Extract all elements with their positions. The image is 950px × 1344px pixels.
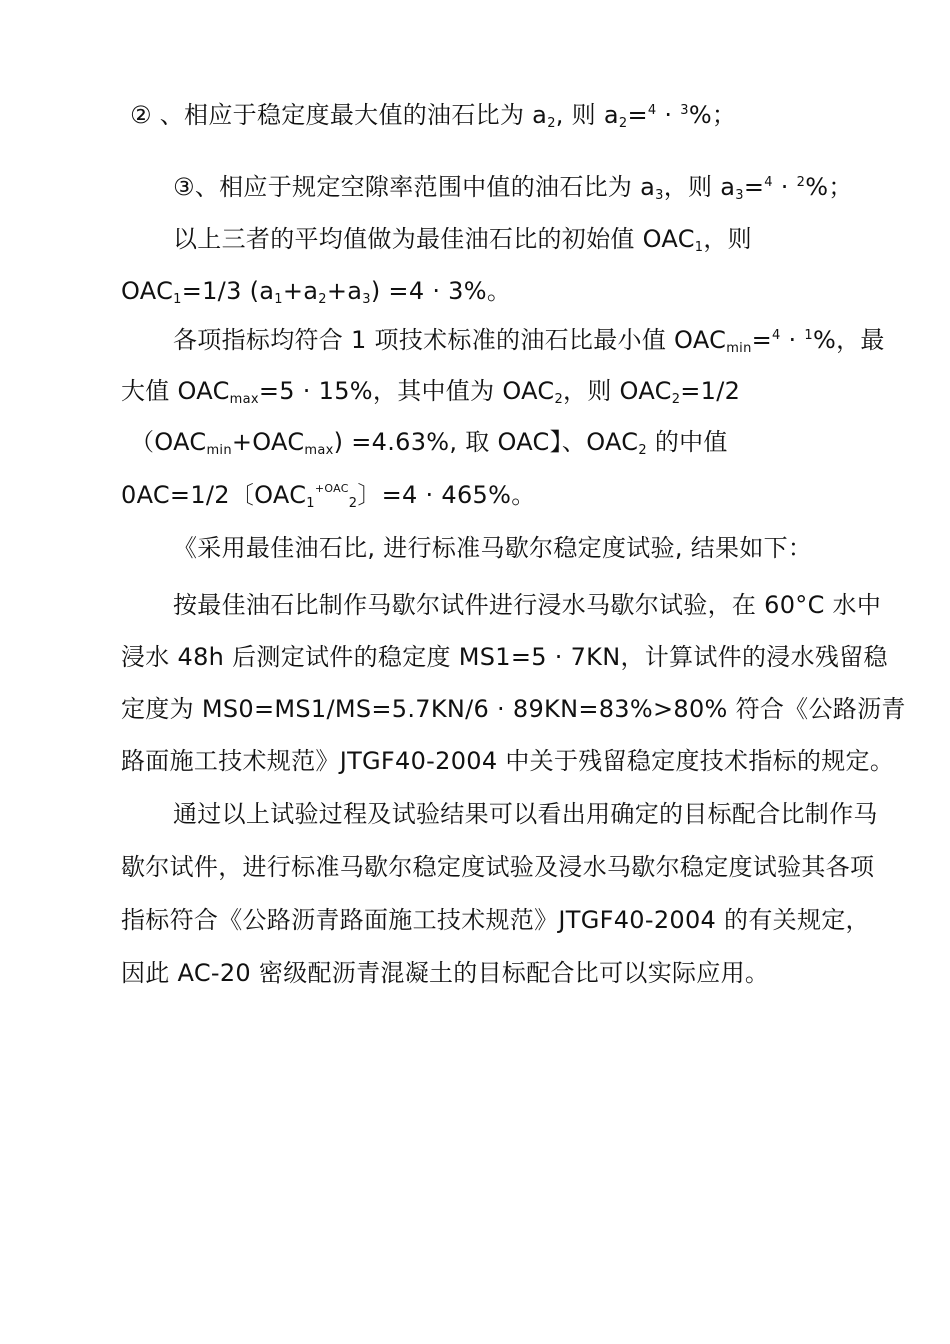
text-run: ) =4.63%, 取 OAC】、OAC	[333, 428, 639, 456]
text-run: ，则 OAC	[563, 377, 672, 405]
text-run: , 则 a	[555, 101, 619, 129]
text-run: %；	[805, 173, 853, 201]
text-run: +a	[282, 277, 319, 305]
formula-oac	[121, 480, 536, 510]
subscript: 1	[694, 240, 704, 255]
text-line-average	[173, 224, 752, 254]
text-line-item-2	[130, 100, 736, 130]
subscript: max	[229, 392, 259, 407]
superscript: +OAC	[314, 482, 349, 495]
text-run: %；	[688, 101, 737, 129]
superscript: 4	[764, 175, 773, 190]
subscript: max	[304, 443, 334, 458]
text-run: =1/3 (a	[181, 277, 275, 305]
subscript: 2	[348, 496, 358, 511]
text-run: 以上三者的平均值做为最佳油石比的初始值 OAC	[173, 225, 695, 253]
text-run: =	[743, 173, 765, 201]
text-line: 浸水 48h 后测定试件的稳定度 MS1=5 · 7KN，计算试件的浸水残留稳	[121, 643, 888, 671]
text-line: 指标符合《公路沥青路面施工技术规范》JTGF40-2004 的有关规定，	[121, 906, 870, 934]
subscript: 2	[547, 116, 556, 131]
text-run: OAC	[121, 277, 174, 305]
text-run: 各项指标均符合 1 项技术标准的油石比最小值 OAC	[173, 326, 727, 354]
text-run: ，则	[703, 225, 752, 253]
text-run: ② 、相应于稳定度最大值的油石比为 a	[130, 101, 548, 129]
text-line: 路面施工技术规范》JTGF40-2004 中关于残留稳定度技术指标的规定。	[121, 747, 895, 775]
text-run: ·	[772, 173, 797, 201]
subscript: 2	[638, 443, 647, 458]
text-line-oac-max	[121, 376, 740, 406]
text-line-oac-min	[173, 325, 885, 355]
subscript: 1	[274, 292, 283, 307]
text-line: 定度为 MS0=MS1/MS=5.7KN/6 · 89KN=83%>80% 符合《公路沥青	[121, 695, 906, 723]
subscript: 3	[655, 188, 664, 203]
superscript: 3	[680, 103, 689, 118]
subscript: 3	[735, 188, 744, 203]
text-run: =	[627, 101, 648, 129]
text-line: 歇尔试件，进行标准马歇尔稳定度试验及浸水马歇尔稳定度试验其各项	[121, 853, 875, 881]
text-line-item-3	[173, 172, 853, 202]
text-run: 大值 OAC	[121, 377, 230, 405]
subscript: 2	[618, 116, 628, 131]
subscript: 2	[554, 392, 564, 407]
text-line: 因此 AC-20 密级配沥青混凝土的目标配合比可以实际应用。	[121, 959, 770, 987]
text-line: 按最佳油石比制作马歇尔试件进行浸水马歇尔试验，在 60°C 水中	[173, 591, 882, 619]
text-run: （OAC	[130, 428, 207, 456]
subscript: 3	[362, 292, 371, 307]
text-run: ·	[780, 326, 805, 354]
text-run: +OAC	[231, 428, 305, 456]
text-run: 0AC=1/2〔OAC	[121, 481, 307, 509]
formula-oac1	[121, 276, 511, 306]
text-line: 通过以上试验过程及试验结果可以看出用确定的目标配合比制作马	[173, 800, 878, 828]
subscript: min	[726, 341, 752, 356]
text-run: =5 · 15%，其中值为 OAC	[258, 377, 555, 405]
text-run: =	[751, 326, 773, 354]
text-run: ) =4 · 3%。	[370, 277, 512, 305]
superscript: 2	[796, 175, 806, 190]
superscript: 4	[772, 328, 781, 343]
text-run: %，最	[812, 326, 885, 354]
text-run: 的中值	[646, 428, 728, 456]
subscript: 1	[306, 496, 315, 511]
text-run: ·	[656, 101, 681, 129]
text-run: +a	[326, 277, 363, 305]
subscript: min	[206, 443, 232, 458]
formula-oac2	[130, 427, 728, 457]
text-line: 《采用最佳油石比, 进行标准马歇尔稳定度试验, 结果如下：	[173, 534, 813, 562]
text-run: ③、相应于规定空隙率范围中值的油石比为 a	[173, 173, 656, 201]
superscript: 1	[804, 328, 813, 343]
text-run: ，则 a	[663, 173, 736, 201]
subscript: 2	[671, 392, 681, 407]
subscript: 2	[318, 292, 327, 307]
text-run: 〕=4 · 465%。	[357, 481, 536, 509]
subscript: 1	[173, 292, 182, 307]
text-run: =1/2	[680, 377, 741, 405]
superscript: 4	[647, 103, 657, 118]
